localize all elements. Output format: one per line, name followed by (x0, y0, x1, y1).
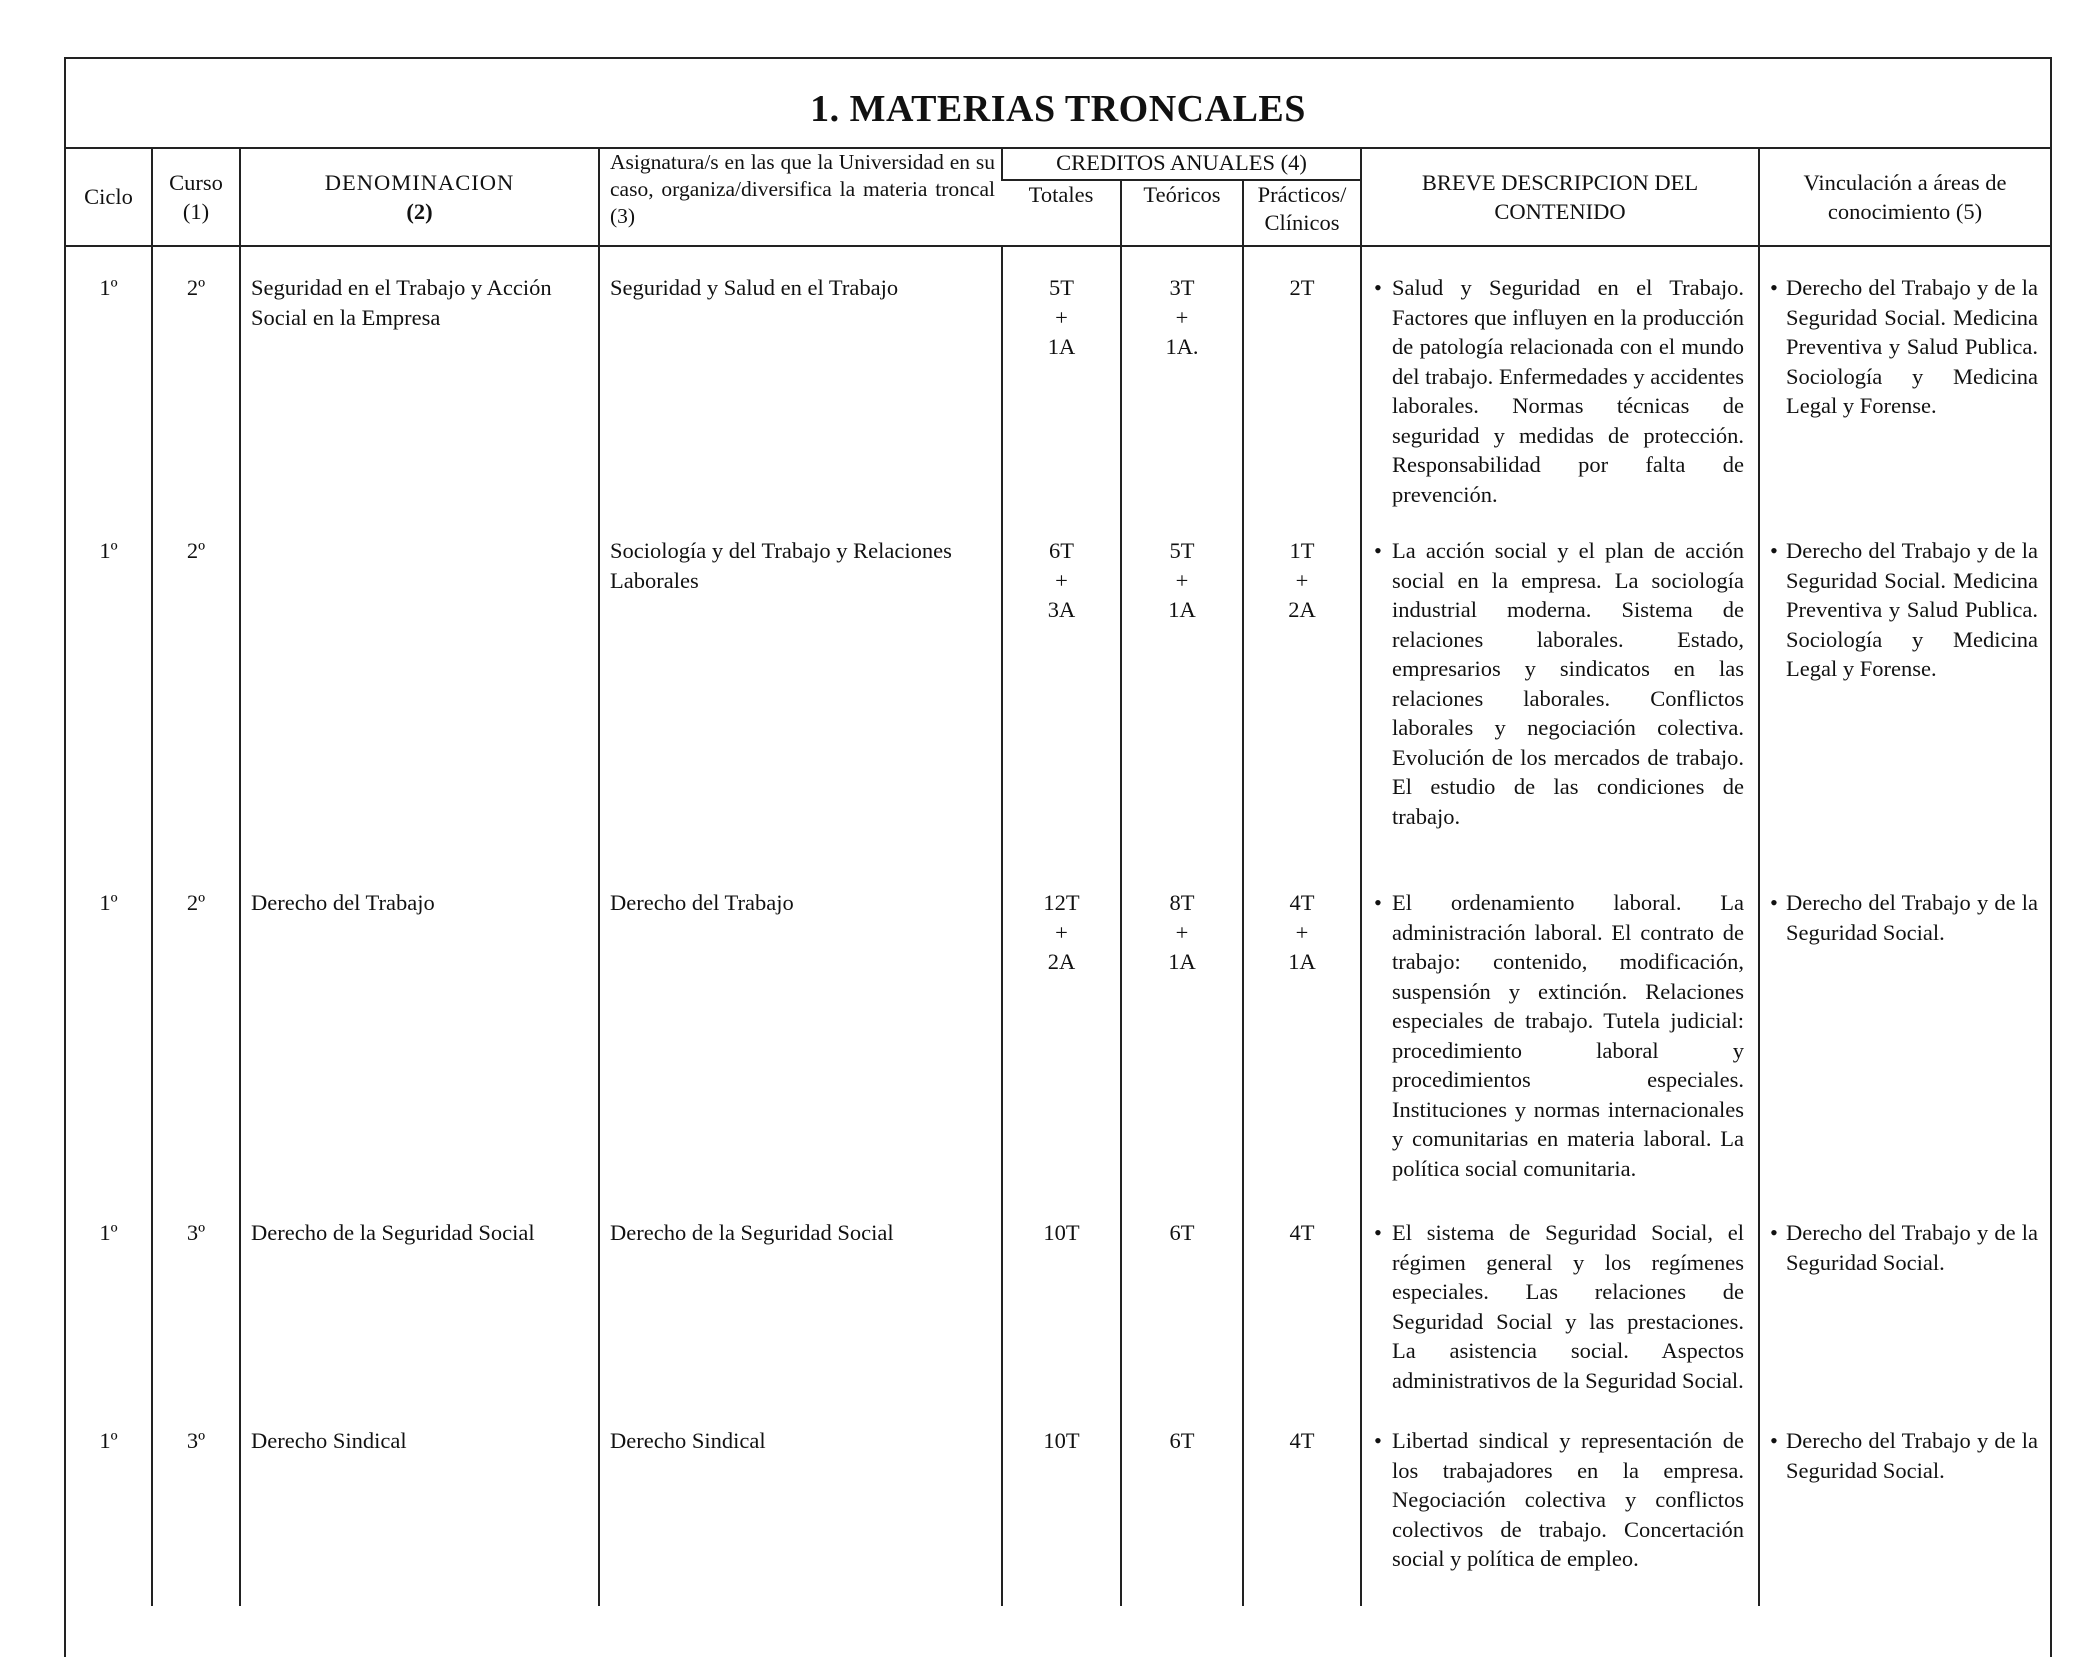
cell-descripcion: • El sistema de Seguridad Social, el régimen general y los regímenes especiales. Las relaciones de Seguridad Social y las prestaciones. La asistencia social. Aspectos administrativos de la Seguridad Social. (1361, 1218, 1759, 1426)
bullet-icon: • (1374, 1220, 1382, 1245)
cell-asignatura: Derecho de la Seguridad Social (599, 1218, 1002, 1426)
cell-ciclo: 1º (99, 890, 118, 915)
header-practicos: Prácticos/ Clínicos (1243, 180, 1361, 246)
cell-descripcion: • La acción social y el plan de acción social en la empresa. La sociología industrial moderna. Sistema de relaciones laborales. Estado, empresarios y sindicatos en las relaciones laborales. Conflictos laborales y negociación colectiva. Evolución de los mercados de trabajo. El estudio de las condiciones de trabajo. (1361, 536, 1759, 888)
cell-ciclo: 1º (99, 1220, 118, 1245)
bullet-icon: • (1770, 538, 1778, 563)
cell-teoricos: 6T (1121, 1218, 1243, 1426)
cell-asignatura: Derecho Sindical (599, 1426, 1002, 1606)
cell-vinculacion: • Derecho del Trabajo y de la Seguridad Social. (1759, 888, 2050, 1218)
cell-practicos: 4T + 1A (1243, 888, 1361, 1218)
header-descripcion: BREVE DESCRIPCION DEL CONTENIDO (1361, 148, 1759, 246)
cell-curso: 3º (152, 1426, 240, 1606)
header-denominacion: DENOMINACION (2) (240, 148, 599, 246)
bullet-icon: • (1770, 1220, 1778, 1245)
cell-asignatura: Seguridad y Salud en el Trabajo (599, 246, 1002, 536)
table-row (66, 888, 2050, 1218)
cell-teoricos: 6T (1121, 1426, 1243, 1606)
cell-curso: 2º (152, 536, 240, 888)
bullet-icon: • (1374, 538, 1382, 563)
table-row (66, 536, 2050, 888)
table-row (66, 1426, 2050, 1606)
cell-descripcion: • Libertad sindical y representación de los trabajadores en la empresa. Negociación colectiva y conflictos colectivos de trabajo. Concertación social y política de empleo. (1361, 1426, 1759, 1606)
header-ciclo: Ciclo (66, 148, 152, 246)
header-vinculacion: Vinculación a áreas de conocimiento (5) (1759, 148, 2050, 246)
cell-ciclo: 1º (99, 1428, 118, 1453)
cell-totales: 5T + 1A (1002, 246, 1121, 536)
cell-practicos: 4T (1243, 1426, 1361, 1606)
bullet-icon: • (1374, 1428, 1382, 1453)
page-title: 1. MATERIAS TRONCALES (810, 88, 1306, 130)
bullet-icon: • (1374, 275, 1382, 300)
cell-totales: 10T (1002, 1426, 1121, 1606)
cell-denominacion: Seguridad en el Trabajo y Acción Social en la Empresa (240, 246, 599, 536)
header-totales: Totales (1002, 180, 1121, 246)
bullet-icon: • (1770, 275, 1778, 300)
cell-teoricos: 8T + 1A (1121, 888, 1243, 1218)
cell-denominacion: Derecho del Trabajo (240, 888, 599, 1218)
bullet-icon: • (1770, 1428, 1778, 1453)
header-teoricos: Teóricos (1121, 180, 1243, 246)
cell-denominacion: Derecho Sindical (240, 1426, 599, 1606)
table-row (66, 246, 2050, 536)
cell-ciclo: 1º (99, 538, 118, 563)
cell-vinculacion: • Derecho del Trabajo y de la Seguridad Social. Medicina Preventiva y Salud Publica. Sociología y Medicina Legal y Forense. (1759, 536, 2050, 888)
cell-descripcion: • El ordenamiento laboral. La administración laboral. El contrato de trabajo: contenido, modificación, suspensión y extinción. Relaciones especiales de trabajo. Tutela judicial: procedimiento laboral y procedimientos especiales. Instituciones y normas internacionales y comunitarias en materia laboral. La política social comunitaria. (1361, 888, 1759, 1218)
header-creditos: CREDITOS ANUALES (4) (1002, 148, 1361, 180)
cell-curso: 3º (152, 1218, 240, 1426)
cell-practicos: 2T (1243, 246, 1361, 536)
cell-vinculacion: • Derecho del Trabajo y de la Seguridad Social. Medicina Preventiva y Salud Publica. Sociología y Medicina Legal y Forense. (1759, 246, 2050, 536)
header-asignatura: Asignatura/s en las que la Universidad en su caso, organiza/diversifica la materia troncal (3) (599, 148, 1002, 246)
cell-totales: 6T + 3A (1002, 536, 1121, 888)
cell-totales: 10T (1002, 1218, 1121, 1426)
header-curso: Curso (1) (152, 148, 240, 246)
cell-descripcion: • Salud y Seguridad en el Trabajo. Factores que influyen en la producción de patología relacionada con el mundo del trabajo. Enfermedades y accidentes laborales. Normas técnicas de seguridad y medidas de protección. Responsabilidad por falta de prevención. (1361, 246, 1759, 536)
table-row (66, 1218, 2050, 1426)
document-frame (64, 57, 2052, 1657)
cell-vinculacion: • Derecho del Trabajo y de la Seguridad Social. (1759, 1218, 2050, 1426)
cell-teoricos: 3T + 1A. (1121, 246, 1243, 536)
table-header (66, 148, 2050, 246)
cell-denominacion (240, 536, 599, 888)
cell-ciclo: 1º (99, 275, 118, 300)
cell-totales: 12T + 2A (1002, 888, 1121, 1218)
cell-practicos: 4T (1243, 1218, 1361, 1426)
materias-table (66, 147, 2050, 1606)
cell-asignatura: Sociología y del Trabajo y Relaciones Laborales (599, 536, 1002, 888)
cell-curso: 2º (152, 246, 240, 536)
table-body (66, 246, 2050, 1606)
bullet-icon: • (1374, 890, 1382, 915)
cell-asignatura: Derecho del Trabajo (599, 888, 1002, 1218)
cell-teoricos: 5T + 1A (1121, 536, 1243, 888)
cell-practicos: 1T + 2A (1243, 536, 1361, 888)
cell-vinculacion: • Derecho del Trabajo y de la Seguridad Social. (1759, 1426, 2050, 1606)
bullet-icon: • (1770, 890, 1778, 915)
cell-curso: 2º (152, 888, 240, 1218)
cell-denominacion: Derecho de la Seguridad Social (240, 1218, 599, 1426)
